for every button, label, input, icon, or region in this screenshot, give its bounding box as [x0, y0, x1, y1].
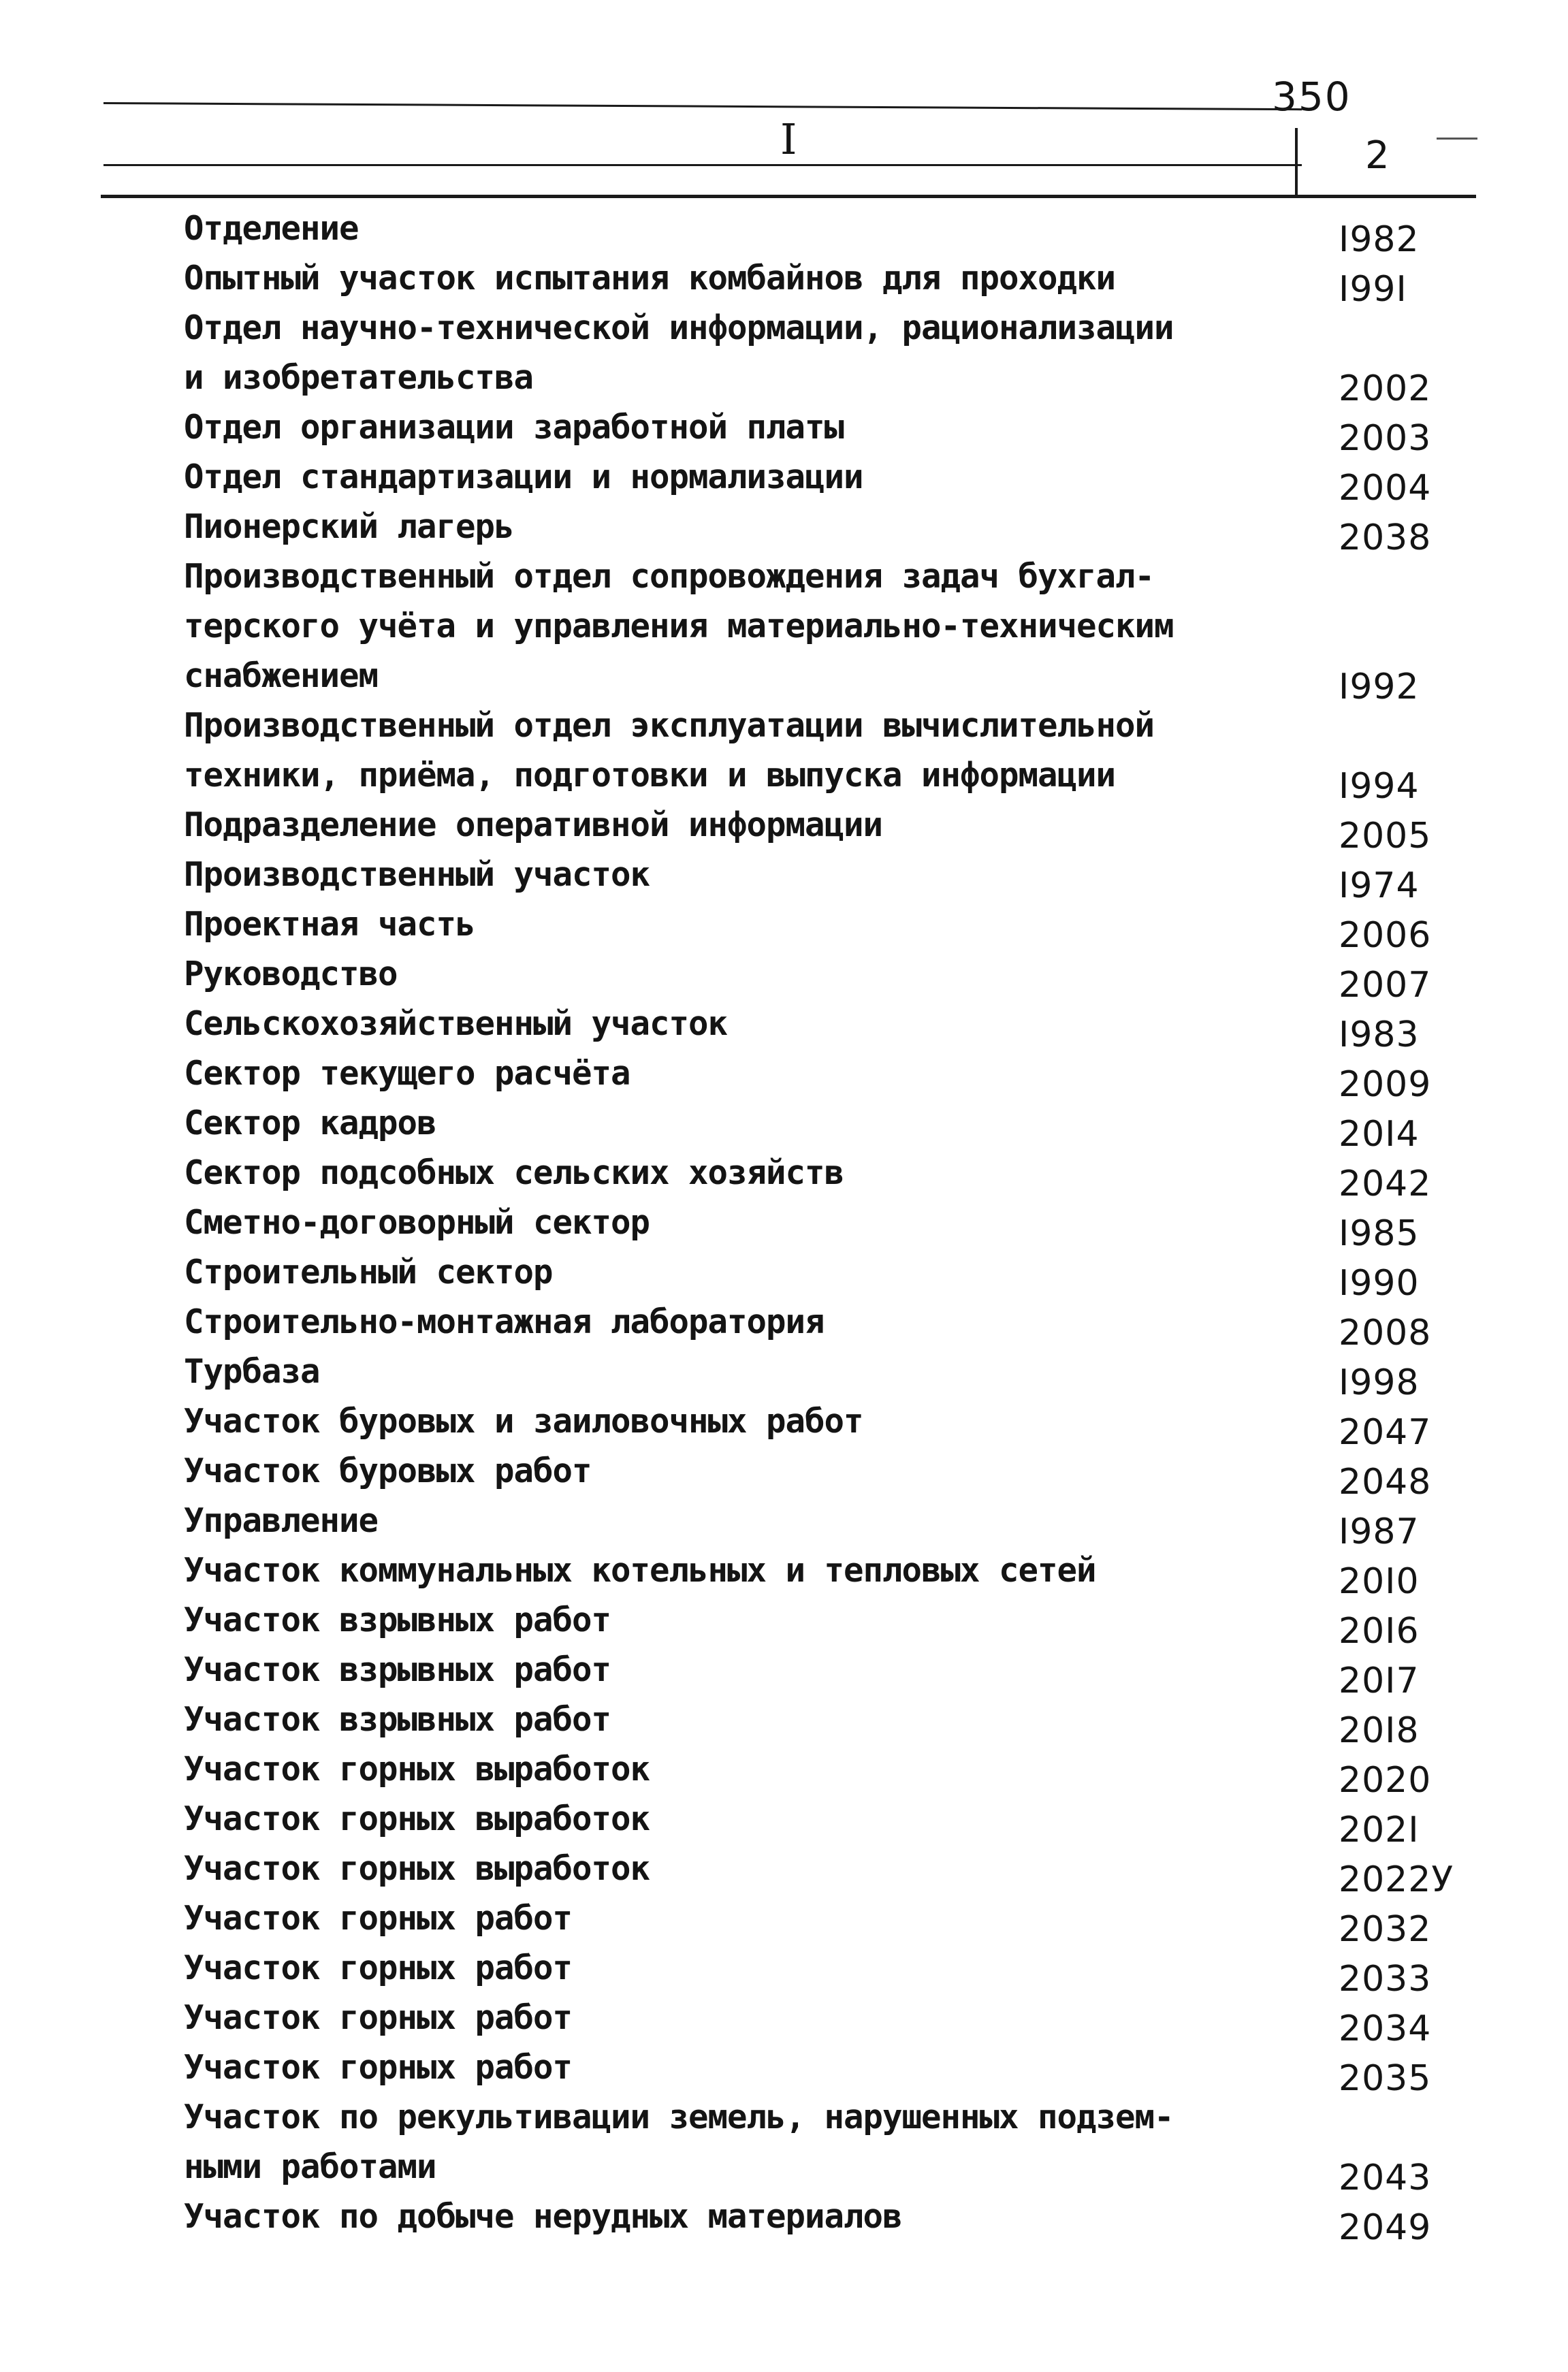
- entry-code: 20I8: [1339, 1710, 1420, 1751]
- column-header-2: 2: [1365, 133, 1390, 178]
- entry-code: I998: [1339, 1362, 1420, 1403]
- entry-code: 2033: [1339, 1959, 1432, 2000]
- entry-code: 2004: [1339, 468, 1432, 509]
- entry-code: 2043: [1339, 2158, 1432, 2198]
- entry-text-line: ными работами: [184, 2147, 436, 2186]
- entry-text-line: Участок по рекультивации земель, нарушенных подзем-: [184, 2098, 1174, 2136]
- entry-text-line: Строительный сектор: [184, 1253, 553, 1292]
- entry-text-line: Производственный отдел эксплуатации вычислительной: [184, 706, 1155, 745]
- entry-code: 2049: [1339, 2207, 1432, 2248]
- entry-code: 2035: [1339, 2058, 1432, 2099]
- page-number: 350: [1272, 74, 1351, 120]
- entry-text-line: Участок горных выработок: [184, 1849, 650, 1888]
- entry-text-line: Участок буровых работ: [184, 1452, 592, 1490]
- entry-text-line: и изобретательства: [184, 358, 534, 397]
- entry-text-line: Проектная часть: [184, 905, 475, 944]
- entry-text-line: Участок буровых и заиловочных работ: [184, 1402, 863, 1441]
- entry-text-line: Сектор подсобных сельских хозяйств: [184, 1153, 844, 1192]
- entry-code: 2042: [1339, 1164, 1432, 1204]
- entry-text-line: Подразделение оперативной информации: [184, 805, 883, 844]
- entry-code: 2002: [1339, 368, 1432, 409]
- entry-text-line: Участок взрывных работ: [184, 1601, 611, 1639]
- entry-code: I987: [1339, 1511, 1420, 1552]
- entry-text-line: Руководство: [184, 955, 398, 993]
- entry-text-line: Участок горных выработок: [184, 1799, 650, 1838]
- entry-text-line: Управление: [184, 1501, 379, 1540]
- entry-code: 2047: [1339, 1412, 1432, 1453]
- entry-text-line: Сектор текущего расчёта: [184, 1054, 630, 1093]
- entry-code: 2048: [1339, 1462, 1432, 1503]
- entry-code: 202I: [1339, 1810, 1420, 1850]
- entry-text-line: Участок взрывных работ: [184, 1700, 611, 1739]
- entry-code: I982: [1339, 219, 1420, 260]
- entry-text-line: Опытный участок испытания комбайнов для проходки: [184, 259, 1116, 298]
- entry-text-line: Участок коммунальных котельных и тепловых сетей: [184, 1551, 1096, 1590]
- entry-text-line: Участок горных работ: [184, 1949, 573, 1987]
- entry-code: I985: [1339, 1213, 1420, 1254]
- entry-text-line: Участок горных работ: [184, 1998, 573, 2037]
- entry-text-line: терского учёта и управления материально-техническим: [184, 607, 1174, 645]
- entry-code: 2008: [1339, 1313, 1432, 1353]
- entry-text-line: Участок горных работ: [184, 2048, 573, 2087]
- entry-code: I99I: [1339, 269, 1407, 310]
- entry-code: 2034: [1339, 2008, 1432, 2049]
- entry-code: 2022У: [1339, 1859, 1454, 1900]
- entry-text-line: Отделение: [184, 209, 359, 248]
- entry-code: 2005: [1339, 816, 1432, 856]
- entry-code: 20I0: [1339, 1561, 1420, 1602]
- entry-code: 20I4: [1339, 1114, 1420, 1155]
- entry-text-line: Сельскохозяйственный участок: [184, 1004, 728, 1043]
- entry-text-line: Строительно-монтажная лаборатория: [184, 1302, 825, 1341]
- entry-code: 2006: [1339, 915, 1432, 956]
- entry-code: 20I6: [1339, 1611, 1420, 1652]
- entry-text-line: снабжением: [184, 656, 379, 695]
- entry-text-line: Сектор кадров: [184, 1104, 436, 1142]
- entry-text-line: Отдел организации заработной платы: [184, 408, 844, 447]
- entry-code: 2020: [1339, 1760, 1432, 1801]
- entry-code: 2009: [1339, 1064, 1432, 1105]
- entry-code: 2032: [1339, 1909, 1432, 1950]
- entry-text-line: Турбаза: [184, 1352, 320, 1391]
- entry-code: 2038: [1339, 517, 1432, 558]
- entry-text-line: Участок горных выработок: [184, 1750, 650, 1789]
- entry-text-line: техники, приёма, подготовки и выпуска информации: [184, 756, 1116, 795]
- entry-code: I983: [1339, 1014, 1420, 1055]
- entry-text-line: Сметно-договорный сектор: [184, 1203, 650, 1242]
- entry-code: I990: [1339, 1263, 1420, 1304]
- entry-text-line: Участок взрывных работ: [184, 1650, 611, 1689]
- entry-code: I994: [1339, 766, 1420, 807]
- entry-text-line: Производственный отдел сопровождения задач бухгал-: [184, 557, 1155, 596]
- entry-code: I974: [1339, 865, 1420, 906]
- entry-code: 20I7: [1339, 1661, 1420, 1701]
- entry-code: 2007: [1339, 965, 1432, 1006]
- entry-text-line: Участок горных работ: [184, 1899, 573, 1938]
- entry-text-line: Отдел стандартизации и нормализации: [184, 458, 863, 496]
- entry-code: I992: [1339, 667, 1420, 707]
- column-header-1: I: [780, 114, 797, 164]
- entry-text-line: Участок по добыче нерудных материалов: [184, 2197, 902, 2236]
- entry-text-line: Пионерский лагерь: [184, 507, 514, 546]
- entry-text-line: Отдел научно-технической информации, рационализации: [184, 308, 1174, 347]
- entry-text-line: Производственный участок: [184, 855, 650, 894]
- entry-code: 2003: [1339, 418, 1432, 459]
